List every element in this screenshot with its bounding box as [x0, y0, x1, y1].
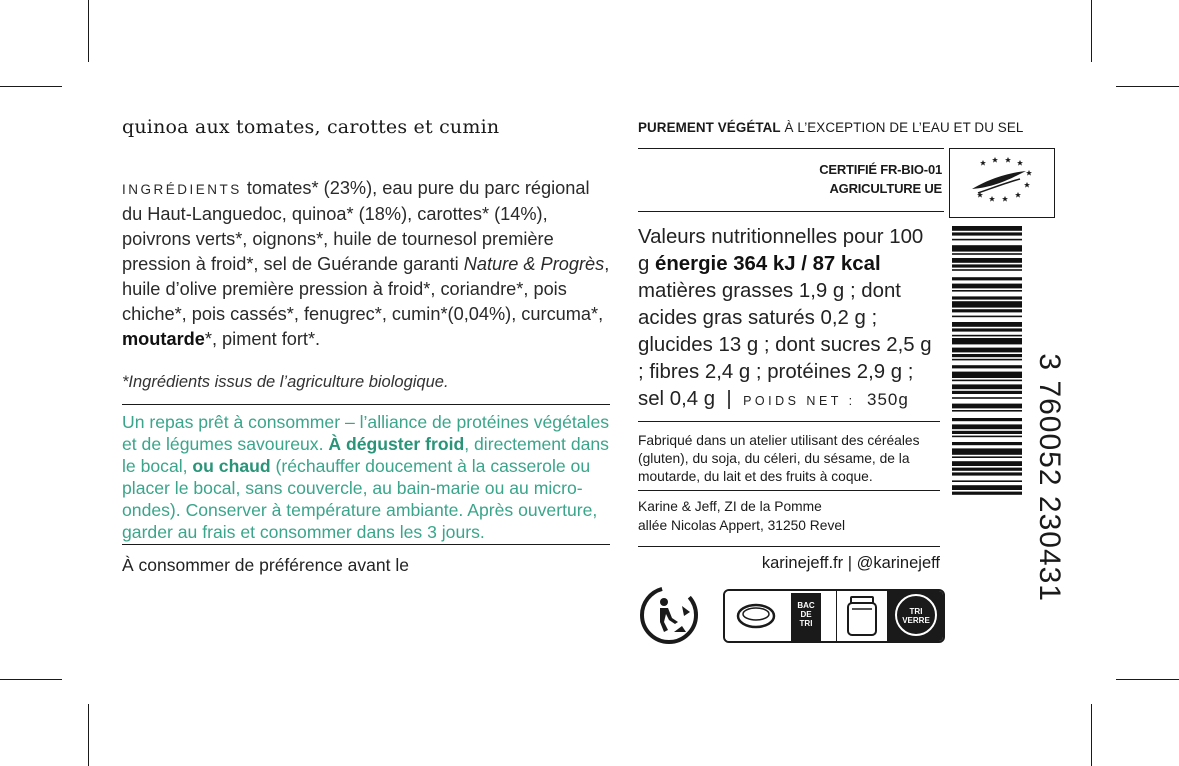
barcode-bar: [952, 284, 1022, 289]
nutrition-energy: énergie 364 kJ / 87 kcal: [655, 253, 881, 275]
nutrition-intro: Valeurs nutritionnelles pour 100 g: [638, 226, 924, 275]
crop-mark: [1091, 0, 1092, 62]
ingredients-italic: Nature & Progrès: [463, 254, 605, 274]
barcode-bar: [952, 372, 1022, 378]
lid-icon: [735, 601, 777, 636]
ingredients-part: *, piment fort*.: [204, 329, 321, 349]
product-description: [122, 411, 612, 543]
vegetal-claim-rest: À L’EXCEPTION DE L’EAU ET DU SEL: [780, 120, 1024, 135]
barcode-bar: [952, 253, 1022, 255]
bin-label: TRI: [799, 619, 813, 628]
barcode-bar: [952, 316, 1022, 318]
barcode-bar: [952, 354, 1022, 357]
barcode-bar: [952, 480, 1022, 482]
website-social: karinejeff.fr | @karinejeff: [761, 554, 940, 572]
spacer: [856, 388, 867, 410]
separator: |: [715, 388, 744, 410]
barcode-bar: [952, 348, 1022, 353]
divider: [638, 421, 940, 422]
crop-mark: [1116, 86, 1179, 87]
barcode-bar: [952, 472, 1022, 475]
barcode-bar: [952, 226, 1022, 231]
barcode-bar: [952, 424, 1022, 429]
barcode-bar: [952, 335, 1022, 337]
barcode-bar: [952, 485, 1022, 490]
barcode-bar: [952, 338, 1022, 344]
address-line: Karine & Jeff, ZI de la Pomme: [638, 499, 822, 514]
crop-mark: [1116, 679, 1179, 680]
barcode-bar: [952, 296, 1022, 299]
crop-mark: [88, 704, 89, 766]
divider: [638, 490, 940, 491]
crop-mark: [0, 86, 62, 87]
nutrition-label: ; fibres: [638, 361, 705, 383]
allergen-warning: Fabriqué dans un atelier utilisant des céréales (gluten), du soja, du céleri, du sésame, de la moutarde, du lait et des fruits à coque.: [638, 433, 920, 484]
barcode-bar: [952, 264, 1022, 267]
divider: [122, 544, 610, 545]
barcode-bar: [952, 442, 1022, 445]
nutrition-label: ; dont sucres: [758, 334, 887, 356]
nutrition-value: 0,2 g: [820, 307, 866, 329]
description-part: , directement dans le bocal,: [122, 434, 609, 476]
barcode-bar: [952, 309, 1022, 312]
ingredients-part: , huile d’olive première pression à froid*, coriandre*, pois chiche*, pois cassés*, fenugrec*, cumin*(0,04%), curcuma*,: [122, 254, 610, 324]
nutrition-label: ; protéines: [750, 361, 857, 383]
divider: [122, 404, 610, 405]
recycle-glass-icon: [895, 594, 937, 636]
crop-mark: [88, 0, 89, 62]
barcode-bar: [952, 322, 1022, 327]
recycling-info: [723, 589, 945, 643]
bin-label: DE: [800, 610, 812, 619]
barcode-bar: [952, 258, 1022, 263]
address-line: allée Nicolas Appert, 31250 Revel: [638, 518, 846, 533]
barcode-bar: [952, 461, 1022, 466]
jar-icon: [837, 591, 887, 641]
description-bold: À déguster froid: [328, 434, 465, 454]
barcode-bar: [952, 397, 1022, 399]
barcode-bar: [952, 492, 1022, 495]
nutrition-value: 1,9 g: [798, 280, 845, 302]
nutrition-label: ; glucides: [638, 307, 878, 356]
vegetal-claim-bold: PUREMENT VÉGÉTAL: [638, 120, 781, 135]
barcode-bar: [952, 277, 1022, 280]
barcode-bar: [952, 239, 1022, 241]
barcode-bar: [952, 404, 1022, 409]
barcode-bar: [952, 290, 1022, 292]
divider: [638, 211, 944, 212]
crop-mark: [0, 679, 62, 680]
organic-note: *Ingrédients issus de l’agriculture biologique.: [122, 373, 449, 391]
ingredients-text: [122, 176, 612, 352]
tri-label: VERRE: [902, 616, 930, 625]
barcode-number-container: [1026, 222, 1066, 602]
barcode-bar: [952, 384, 1022, 389]
triman-icon: [638, 584, 700, 646]
divider: [638, 546, 940, 547]
barcode-bar: [952, 456, 1022, 458]
barcode-bar: [952, 328, 1022, 331]
product-title: quinoa aux tomates, carottes et cumin: [122, 116, 500, 138]
nutrition-value: 2,5 g: [886, 334, 932, 356]
barcode-bar: [952, 269, 1022, 271]
manufacturer-address: [638, 497, 938, 535]
best-before-text: À consommer de préférence avant le: [122, 555, 409, 575]
divider: [638, 148, 944, 149]
net-weight-label: POIDS NET :: [743, 394, 856, 408]
barcode: [946, 222, 1026, 562]
nutrition-label: ; dont acides gras saturés: [638, 280, 901, 329]
barcode-bar: [952, 359, 1022, 361]
barcode-bar: [952, 365, 1022, 368]
tri-label: TRI: [909, 607, 923, 616]
nutrition-value: 2,4 g: [704, 361, 751, 383]
nutrition-label: ; sel: [638, 361, 914, 410]
description-part: Un repas prêt à consommer – l’alliance de protéines végétales et de légumes savoureux.: [122, 412, 610, 454]
barcode-bar: [952, 436, 1022, 438]
eu-organic-leaf-icon: [949, 148, 1055, 218]
certification-line: CERTIFIÉ FR-BIO-01: [819, 162, 942, 177]
crop-mark: [1091, 704, 1092, 766]
nutrition-value: 13 g: [718, 334, 759, 356]
barcode-bar: [952, 232, 1022, 235]
barcode-bar: [952, 410, 1022, 412]
ingredients-part: tomates* (23%), eau pure du parc régional du Haut-Languedoc, quinoa* (18%), carottes* (14%), poivrons verts*, oignons*, huile de tournesol première pression à froid*, sel de Guérande garanti: [122, 178, 590, 274]
certification-line: AGRICULTURE UE: [829, 181, 942, 196]
barcode-bars: [946, 222, 1026, 562]
barcode-bar: [952, 380, 1022, 382]
ingredients-label: INGRÉDIENTS: [122, 182, 242, 197]
description-part: (réchauffer doucement à la casserole ou placer le bocal, sans couvercle, au bain-marie ou au micro-ondes). Conserver à température ambiante. Après ouverture, garder au frais et consommer dans les 3 jours.: [122, 456, 598, 542]
barcode-bar: [952, 391, 1022, 394]
description-bold: ou chaud: [192, 456, 271, 476]
barcode-bar: [952, 245, 1022, 251]
barcode-bar: [952, 468, 1022, 471]
allergen-mustard: moutarde: [122, 329, 205, 349]
nutrition-facts: [638, 224, 938, 415]
certification: [760, 160, 942, 198]
barcode-bar: [952, 301, 1022, 307]
barcode-bar: [952, 448, 1022, 454]
barcode-number: 3 760052 230431: [1033, 353, 1066, 602]
barcode-bar: [952, 431, 1022, 434]
nutrition-value: 2,9 g: [856, 361, 903, 383]
nutrition-value: 0,4 g: [669, 388, 716, 410]
bin-icon: [791, 593, 821, 641]
bin-label: BAC: [797, 601, 815, 610]
nutrition-label: matières grasses: [638, 280, 799, 302]
vegetal-claim: [638, 120, 1023, 135]
net-weight-value: 350g: [867, 390, 909, 409]
barcode-bar: [952, 418, 1022, 421]
